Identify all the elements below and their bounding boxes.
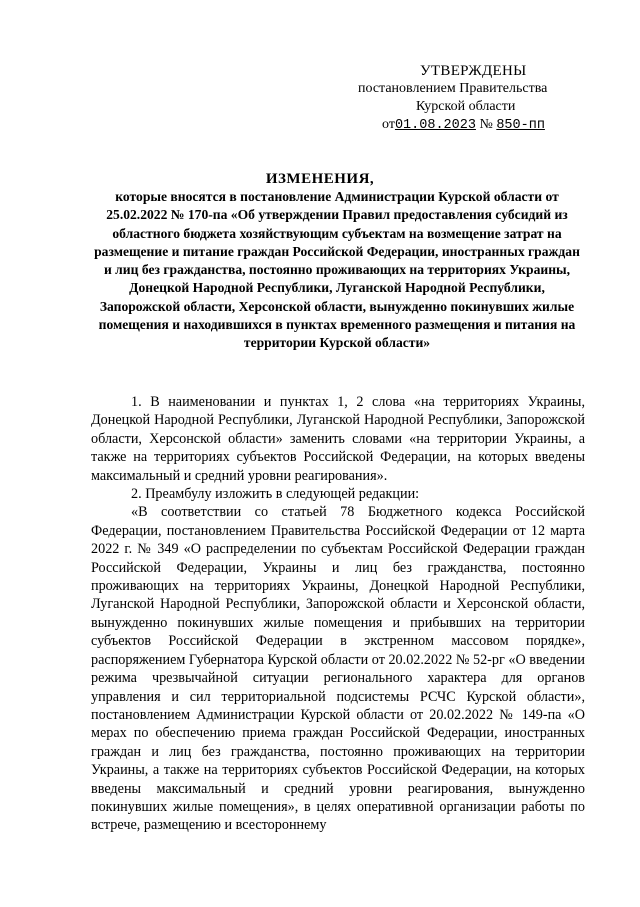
document-title: ИЗМЕНЕНИЯ, <box>265 171 375 187</box>
approval-date-line <box>358 116 590 135</box>
approval-number: 850-пп <box>496 118 545 133</box>
approval-date: 01.08.2023 <box>394 118 476 133</box>
approval-number-prefix: № <box>479 117 493 132</box>
approval-date-prefix: от <box>382 117 395 132</box>
document-body <box>91 393 585 835</box>
paragraph-2: 2. Преамбулу изложить в следующей редакции: <box>131 486 420 503</box>
approval-stamp <box>358 62 590 135</box>
approval-line-2: Курской области <box>416 99 516 114</box>
approval-title: УТВЕРЖДЕНЫ <box>420 63 527 79</box>
paragraph-3: «В соответствии со статьей 78 Бюджетного кодекса Российской Федерации, постановлением Правительства Российской Федерации от 12 марта 2022 г. № 349 «О распределении по субъектам Российской Федерации граждан Российской Федерации, Украины и лиц без гражданства, постоянно проживающих на территориях Украины, Донецкой Народной Республики, Луганской Народной Республики, Запорожской области и Херсонской области, вынужденно покинувших жилые помещения и прибывших на территории субъектов Российской Федерации в экстренном массовом порядке», распоряжением Губернатора Курской области от 20.02.2022 № 52-рг «О введении режима чрезвычайной ситуации регионального характера для органов управления и сил территориальной подсистемы РСЧС Курской области», постановлением Администрации Курской области от 20.02.2022 № 149-па «О мерах по обеспечению приема граждан Российской Федерации, иностранных граждан и лиц без гражданства, постоянно проживающих на территории Украины, а также на территориях субъектов Российской Федерации, на которых введены максимальный и средний уровни реагирования, вынужденно покинувших жилые помещения», в целях оперативной организации работы по встрече, размещению и всестороннему <box>91 504 585 834</box>
approval-line-1: постановлением Правительства <box>358 81 548 96</box>
document-subtitle: которые вносятся в постановление Администрации Курской области от 25.02.2022 № 170-па «Об утверждении Правил предоставления субсидий из областного бюджета хозяйствующим субъектам на возмещение затрат на размещение и питание граждан Российской Федерации, иностранных граждан и лиц без гражданства, постоянно проживающих на территориях Украины, Донецкой Народной Республики, Луганской Народной Республики, Запорожской области, Херсонской области, вынужденно покинувших жилые помещения и находившихся в пунктах временного размещения и питания на территории Курской области» <box>94 189 580 351</box>
paragraph-1: 1. В наименовании и пунктах 1, 2 слова «на территориях Украины, Донецкой Народной Республики, Луганской Народной Республики, Запорожской области, Херсонской области» заменить словами «на территории Украины, а также на территориях субъектов Российской Федерации, на которых введены максимальный и средний уровни реагирования». <box>91 394 585 484</box>
